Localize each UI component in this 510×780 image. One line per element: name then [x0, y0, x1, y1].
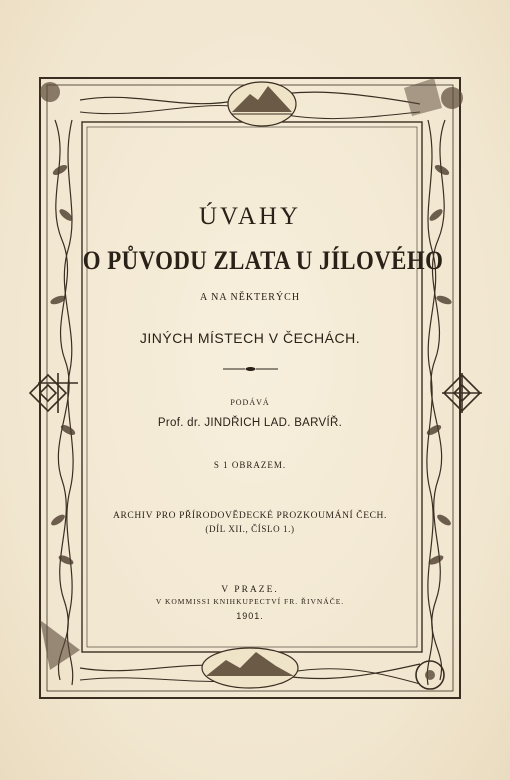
heading: ÚVAHY — [198, 203, 302, 230]
publication-year: 1901. — [236, 611, 264, 621]
knot-ornament — [30, 373, 482, 413]
main-title: O PŮVODU ZLATA U JÍLOVÉHO — [82, 246, 444, 275]
illustrations-note: S 1 OBRAZEM. — [213, 460, 287, 470]
divider-ornament — [223, 366, 278, 372]
top-landscape-vignette — [228, 82, 296, 126]
publisher: V KOMMISSI KNIHKUPECTVÍ FR. ŘIVNÁČE. — [155, 597, 345, 606]
presented-by: PODÁVÁ — [230, 398, 270, 407]
bottom-landscape-vignette — [202, 648, 298, 688]
author: Prof. dr. JINDŘICH LAD. BARVÍŘ. — [157, 417, 343, 429]
subtitle-line-1: A NA NĚKTERÝCH — [199, 292, 301, 303]
series-title: ARCHIV PRO PŘÍRODOVĚDECKÉ PROZKOUMÁNÍ ČECH. — [113, 511, 387, 521]
publication-city: V PRAZE. — [221, 585, 279, 595]
series-volume: (DÍL XII., ČÍSLO 1.) — [205, 524, 295, 534]
subtitle-line-2: JINÝCH MÍSTECH V ČECHÁCH. — [139, 330, 361, 346]
